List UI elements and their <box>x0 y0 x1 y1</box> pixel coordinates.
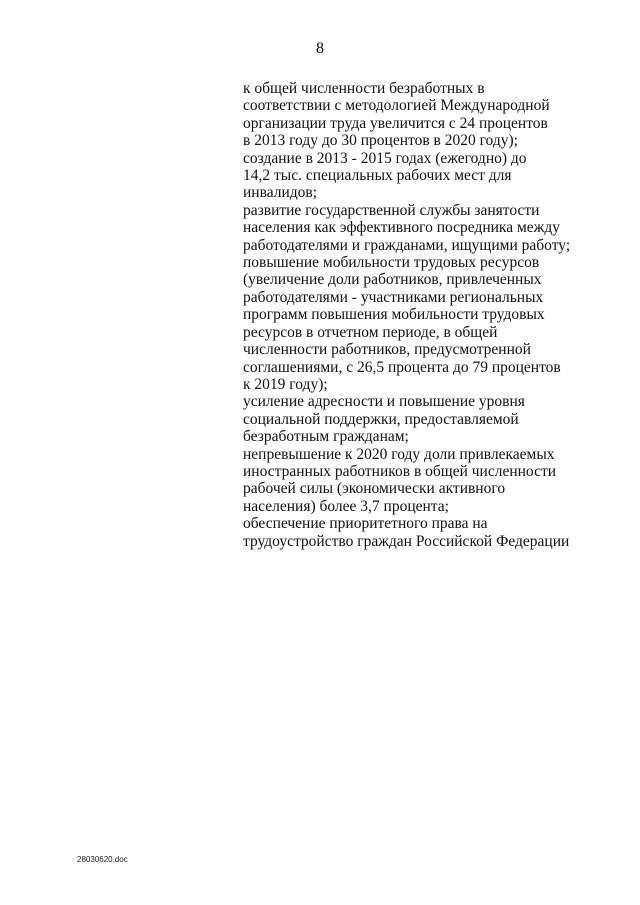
text-line: развитие государственной службы занятости <box>243 201 540 219</box>
text-line: повышение мобильности трудовых ресурсов <box>243 254 540 272</box>
text-line: создание в 2013 - 2015 годах (ежегодно) до <box>243 149 527 167</box>
text-line: усиление адресности и повышение уровня <box>243 393 525 411</box>
text-line: работодателями и гражданами, ищущими работу; <box>243 236 571 254</box>
text-line: 14,2 тыс. специальных рабочих мест для <box>243 167 512 185</box>
text-line: численности работников, предусмотренной <box>243 341 531 359</box>
document-body <box>243 80 583 550</box>
text-line: населения как эффективного посредника между <box>243 219 561 237</box>
text-line: соответствии с методологией Международной <box>243 97 550 115</box>
text-line: организации труда увеличится с 24 процентов <box>243 114 548 132</box>
text-line: к 2019 году); <box>243 375 328 393</box>
text-line: инвалидов; <box>243 184 318 202</box>
text-line: социальной поддержки, предоставляемой <box>243 410 519 428</box>
text-line: непревышение к 2020 году доли привлекаемых <box>243 445 555 463</box>
text-line: населения) более 3,7 процента; <box>243 497 449 515</box>
text-line: в 2013 году до 30 процентов в 2020 году); <box>243 132 518 150</box>
text-line: (увеличение доли работников, привлеченных <box>243 271 542 289</box>
text-line: безработным гражданам; <box>243 428 409 446</box>
text-line: трудоустройство граждан Российской Федерации <box>243 532 570 550</box>
page-number: 8 <box>316 40 324 57</box>
footer-filename: 28030620.doc <box>77 855 128 864</box>
text-line: обеспечение приоритетного права на <box>243 515 488 533</box>
text-line: соглашениями, с 26,5 процента до 79 процентов <box>243 358 561 376</box>
text-line: программ повышения мобильности трудовых <box>243 306 545 324</box>
text-line: работодателями - участниками региональных <box>243 288 544 306</box>
text-line: к общей численности безработных в <box>243 80 485 97</box>
text-line: иностранных работников в общей численности <box>243 462 557 480</box>
text-line: ресурсов в отчетном периоде, в общей <box>243 323 498 341</box>
text-line: рабочей силы (экономически активного <box>243 480 506 498</box>
